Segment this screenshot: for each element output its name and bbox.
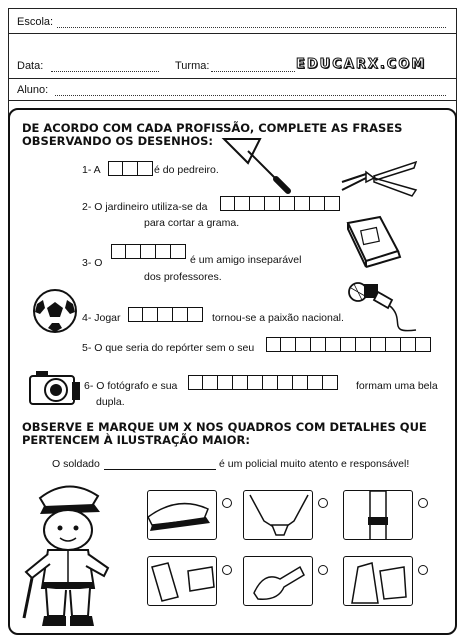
sentence-blank[interactable] <box>104 469 216 470</box>
detail-option-6 <box>343 556 413 606</box>
school-row <box>9 9 456 34</box>
student-label: Aluno: <box>17 84 49 96</box>
q1-suffix: é do pedreiro. <box>154 164 219 176</box>
date-field[interactable] <box>51 71 159 72</box>
q6-suffix2: dupla. <box>96 396 125 408</box>
detail-option-2 <box>243 490 313 540</box>
q5-answer-boxes[interactable] <box>266 337 431 352</box>
date-label: Data: <box>17 60 44 72</box>
q6-suffix: formam uma bela <box>356 380 438 392</box>
detail-option-4 <box>147 556 217 606</box>
microphone-icon <box>346 280 426 338</box>
class-field[interactable] <box>211 71 295 72</box>
school-field[interactable] <box>57 27 446 28</box>
soldier-illustration <box>18 478 118 630</box>
q1-answer-boxes[interactable] <box>108 161 153 176</box>
q4-prefix: 4- Jogar <box>82 312 121 324</box>
section1-title <box>22 122 402 148</box>
q3-answer-boxes[interactable] <box>111 244 186 259</box>
checkbox-option-2[interactable] <box>318 498 328 508</box>
book-icon <box>344 215 404 270</box>
q3-suffix2: dos professores. <box>144 271 222 283</box>
checkbox-option-6[interactable] <box>418 565 428 575</box>
section2-title-line2: PERTENCEM À ILUSTRAÇÃO MAIOR: <box>22 433 250 447</box>
trowel-icon <box>220 135 300 190</box>
section1-title-line1: DE ACORDO COM CADA PROFISSÃO, COMPLETE AS FRASES <box>22 121 403 135</box>
q1-prefix: 1- A <box>82 164 101 176</box>
student-row <box>9 78 456 101</box>
q2-suffix: para cortar a grama. <box>144 217 240 229</box>
brand-logo: EDUCARX.COM <box>296 57 427 72</box>
detail-option-5 <box>243 556 313 606</box>
school-label: Escola: <box>17 16 54 28</box>
q4-answer-boxes[interactable] <box>128 307 203 322</box>
student-field[interactable] <box>55 95 446 96</box>
sentence-suffix: é um policial muito atento e responsável! <box>219 458 410 470</box>
q2-prefix: 2- O jardineiro utiliza-se da <box>82 201 208 213</box>
q6-answer-boxes[interactable] <box>188 375 338 390</box>
detail-option-1 <box>147 490 217 540</box>
checkbox-option-1[interactable] <box>222 498 232 508</box>
soccer-ball-icon <box>32 288 78 334</box>
garden-shears-icon <box>340 160 420 200</box>
section1-title-line2: OBSERVANDO OS DESENHOS: <box>22 134 214 148</box>
checkbox-option-3[interactable] <box>418 498 428 508</box>
sentence-prefix: O soldado <box>52 458 100 470</box>
q3-suffix: é um amigo inseparável <box>190 254 302 266</box>
q3-prefix: 3- O <box>82 257 103 269</box>
q2-answer-boxes[interactable] <box>220 196 340 211</box>
class-label: Turma: <box>175 60 210 72</box>
q4-suffix: tornou-se a paixão nacional. <box>212 312 344 324</box>
section2-title <box>22 421 427 447</box>
q5-prefix: 5- O que seria do repórter sem o seu <box>82 342 255 354</box>
section2-title-line1: OBSERVE E MARQUE UM X NOS QUADROS COM DETALHES QUE <box>22 420 427 434</box>
q6-prefix: 6- O fotógrafo e sua <box>84 380 178 392</box>
detail-option-3 <box>343 490 413 540</box>
checkbox-option-4[interactable] <box>222 565 232 575</box>
checkbox-option-5[interactable] <box>318 565 328 575</box>
camera-icon <box>28 368 84 408</box>
